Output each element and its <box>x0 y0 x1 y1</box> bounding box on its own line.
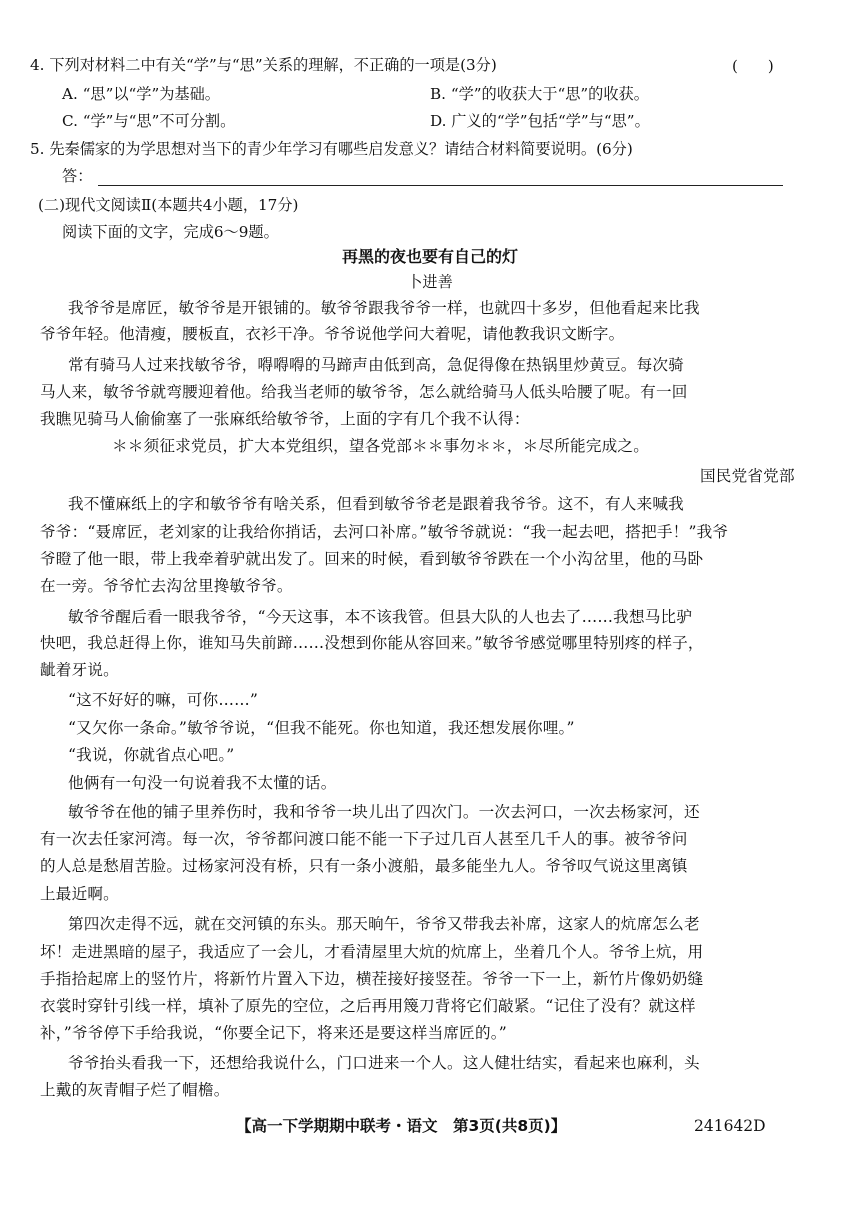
question-5-answer-label: 答： <box>62 167 93 185</box>
article-line: 敏爷爷醒后看一眼我爷爷，“今天这事，本不该我管。但县大队的人也去了……我想马比驴 <box>68 608 693 626</box>
page-footer-label: 【高一下学期期中联考・语文 第3页(共8页)】 <box>236 1117 567 1135</box>
section-heading: (二)现代文阅读Ⅱ(本题共4小题，17分) <box>38 196 299 214</box>
article-line: 手指拾起席上的竖竹片，将新竹片置入下边，横茬接好接竖茬。爷爷一下一上，新竹片像奶奶缝 <box>40 970 704 988</box>
article-line: 坏！走进黑暗的屋子，我适应了一会儿，才看清屋里大炕的炕席上，坐着几个人。爷爷上炕，用 <box>40 943 704 961</box>
article-line: 衣裳时穿针引线一样，填补了原先的空位，之后再用篾刀背将它们敲紧。“记住了没有？就这样 <box>40 997 696 1015</box>
article-line: 爷爷抬头看我一下，还想给我说什么，门口进来一个人。这人健壮结实，看起来也麻利，头 <box>68 1054 700 1072</box>
section-instruction: 阅读下面的文字，完成6～9题。 <box>62 223 279 241</box>
article-line: “我说，你就省点心吧。” <box>68 746 235 764</box>
article-line: 爷瞪了他一眼，带上我牵着驴就出发了。回来的时候，看到敏爷爷跌在一个小沟岔里，他的马卧 <box>40 550 704 568</box>
article-line: 龇着牙说。 <box>40 661 119 679</box>
article-line: ＊＊须征求党员，扩大本党组织，望各党部＊＊事勿＊＊，＊尽所能完成之。 <box>112 437 649 455</box>
question-4-option-a: A. “思”以“学”为基础。 <box>62 85 220 103</box>
question-4-option-c: C. “学”与“思”不可分割。 <box>62 112 236 130</box>
article-line: 第四次走得不远，就在交河镇的东头。那天晌午，爷爷又带我去补席，这家人的炕席怎么老 <box>68 915 700 933</box>
article-line: 常有骑马人过来找敏爷爷，嘚嘚嘚的马蹄声由低到高，急促得像在热锅里炒黄豆。每次骑 <box>68 356 684 374</box>
question-4-stem: 4. 下列对材料二中有关“学”与“思”关系的理解，不正确的一项是(3分) <box>30 56 497 74</box>
article-line: 敏爷爷在他的铺子里养伤时，我和爷爷一块儿出了四次门。一次去河口，一次去杨家河，还 <box>68 803 700 821</box>
article-line: 我瞧见骑马人偷偷塞了一张麻纸给敏爷爷，上面的字有几个我不认得： <box>40 410 530 428</box>
question-4-option-b: B. “学”的收获大于“思”的收获。 <box>430 85 649 103</box>
answer-blank-line <box>98 185 783 186</box>
article-line: 上最近啊。 <box>40 885 119 903</box>
article-line: 在一旁。爷爷忙去沟岔里搀敏爷爷。 <box>40 577 293 595</box>
article-line: “又欠你一条命。”敏爷爷说，“但我不能死。你也知道，我还想发展你哩。” <box>68 719 575 737</box>
article-line: 有一次去任家河湾。每一次，爷爷都问渡口能不能一下子过几百人甚至几千人的事。被爷爷问 <box>40 830 688 848</box>
article-title: 再黑的夜也要有自己的灯 <box>341 247 518 266</box>
article-line: 我不懂麻纸上的字和敏爷爷有啥关系，但看到敏爷爷老是跟着我爷爷。这不，有人来喊我 <box>68 495 684 513</box>
article-line: 上戴的灰青帽子烂了帽檐。 <box>40 1081 230 1099</box>
article-line: 爷爷年轻。他清瘦，腰板直，衣衫干净。爷爷说他学问大着呢，请他教我识文断字。 <box>40 325 625 343</box>
article-author: 卜进善 <box>407 273 453 291</box>
question-5-stem: 5. 先秦儒家的为学思想对当下的青少年学习有哪些启发意义？请结合材料简要说明。(6分) <box>30 140 633 158</box>
page-footer-code: 241642D <box>694 1117 766 1135</box>
question-4-option-d: D. 广义的“学”包括“学”与“思”。 <box>430 112 650 130</box>
question-4-answer-paren: ( ) <box>732 57 774 75</box>
article-line: 他俩有一句没一句说着我不太懂的话。 <box>68 774 337 792</box>
article-line: 爷爷：“聂席匠，老刘家的让我给你捎话，去河口补席。”敏爷爷就说：“我一起去吧，搭把手！”我爷 <box>40 523 729 541</box>
article-line: 补，”爷爷停下手给我说，“你要全记下，将来还是要这样当席匠的。” <box>40 1024 507 1042</box>
article-line: 国民党省党部 <box>700 467 795 485</box>
article-line: 马人来，敏爷爷就弯腰迎着他。给我当老师的敏爷爷，怎么就给骑马人低头哈腰了呢。有一回 <box>40 383 688 401</box>
article-line: 我爷爷是席匠，敏爷爷是开银铺的。敏爷爷跟我爷爷一样，也就四十多岁，但他看起来比我 <box>68 299 700 317</box>
article-line: 的人总是愁眉苦脸。过杨家河没有桥，只有一条小渡船，最多能坐九人。爷爷叹气说这里离镇 <box>40 857 688 875</box>
article-line: 快吧，我总赶得上你，谁知马失前蹄……没想到你能从容回来。”敏爷爷感觉哪里特别疼的样子， <box>40 634 704 652</box>
article-line: “这不好好的嘛，可你……” <box>68 691 259 709</box>
